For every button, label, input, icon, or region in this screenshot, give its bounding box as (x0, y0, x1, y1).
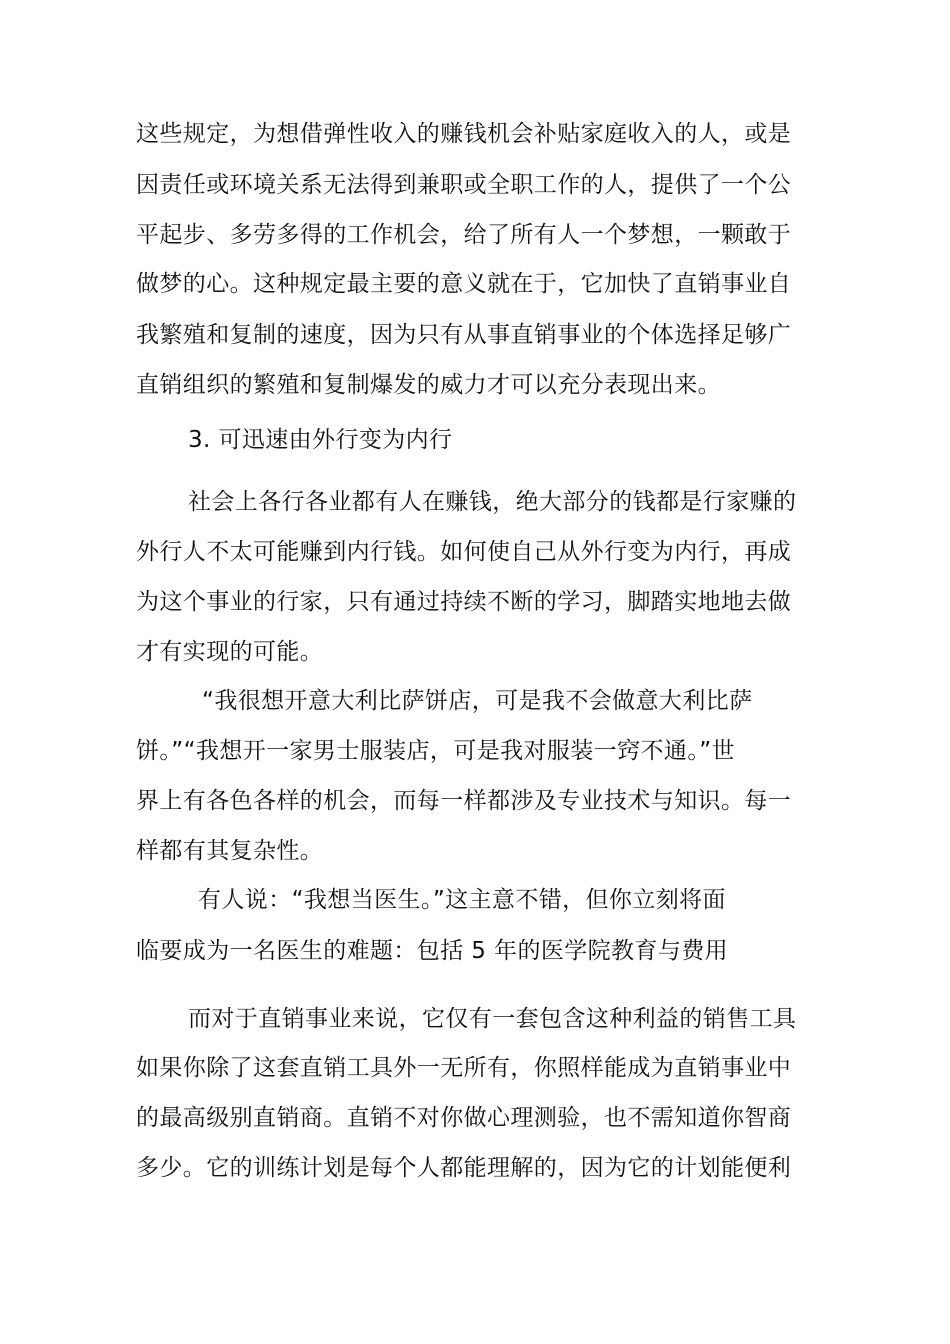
section-heading: 3. 可迅速由外行变为内行 (188, 427, 453, 453)
text-line: 界上有各色各样的机会，而每一样都涉及专业技术与知识。每一 (136, 788, 792, 814)
text-line: 为这个事业的行家，只有通过持续不断的学习，脚踏实地地去做 (136, 589, 792, 615)
text-line: 才有实现的可能。 (136, 639, 324, 665)
text-line: 多少。它的训练计划是每个人都能理解的，因为它的计划能便利 (136, 1155, 792, 1181)
text-line: 外行人不太可能赚到内行钱。如何使自己从外行变为内行，再成 (136, 539, 792, 565)
text-line: 如果你除了这套直销工具外一无所有，你照样能成为直销事业中 (136, 1055, 792, 1081)
text-line: 社会上各行各业都有人在赚钱，绝大部分的钱都是行家赚的 (188, 489, 797, 515)
text-line: 因责任或环境关系无法得到兼职或全职工作的人，提供了一个公 (136, 172, 792, 198)
text-line: 有人说：“我想当医生。”这主意不错，但你立刻将面 (198, 887, 726, 913)
text-line: 临要成为一名医生的难题：包括 5 年的医学院教育与费用 (136, 938, 729, 964)
text-line: 直销组织的繁殖和复制爆发的威力才可以充分表现出来。 (136, 372, 721, 398)
text-line: “我很想开意大利比萨饼店，可是我不会做意大利比萨 (202, 688, 753, 714)
text-line: 做梦的心。这种规定最主要的意义就在于，它加快了直销事业自 (136, 271, 792, 297)
text-line: 样都有其复杂性。 (136, 838, 324, 864)
text-line: 而对于直销事业来说，它仅有一套包含这种利益的销售工具 (188, 1006, 797, 1032)
text-line: 的最高级别直销商。直销不对你做心理测验，也不需知道你智商 (136, 1105, 792, 1131)
text-line: 我繁殖和复制的速度，因为只有从事直销事业的个体选择足够广 (136, 322, 792, 348)
text-line: 饼。”“我想开一家男士服装店，可是我对服装一窍不通。”世 (136, 738, 735, 764)
text-line: 这些规定，为想借弹性收入的赚钱机会补贴家庭收入的人，或是 (136, 121, 792, 147)
text-line: 平起步、多劳多得的工作机会，给了所有人一个梦想，一颗敢于 (136, 222, 792, 248)
